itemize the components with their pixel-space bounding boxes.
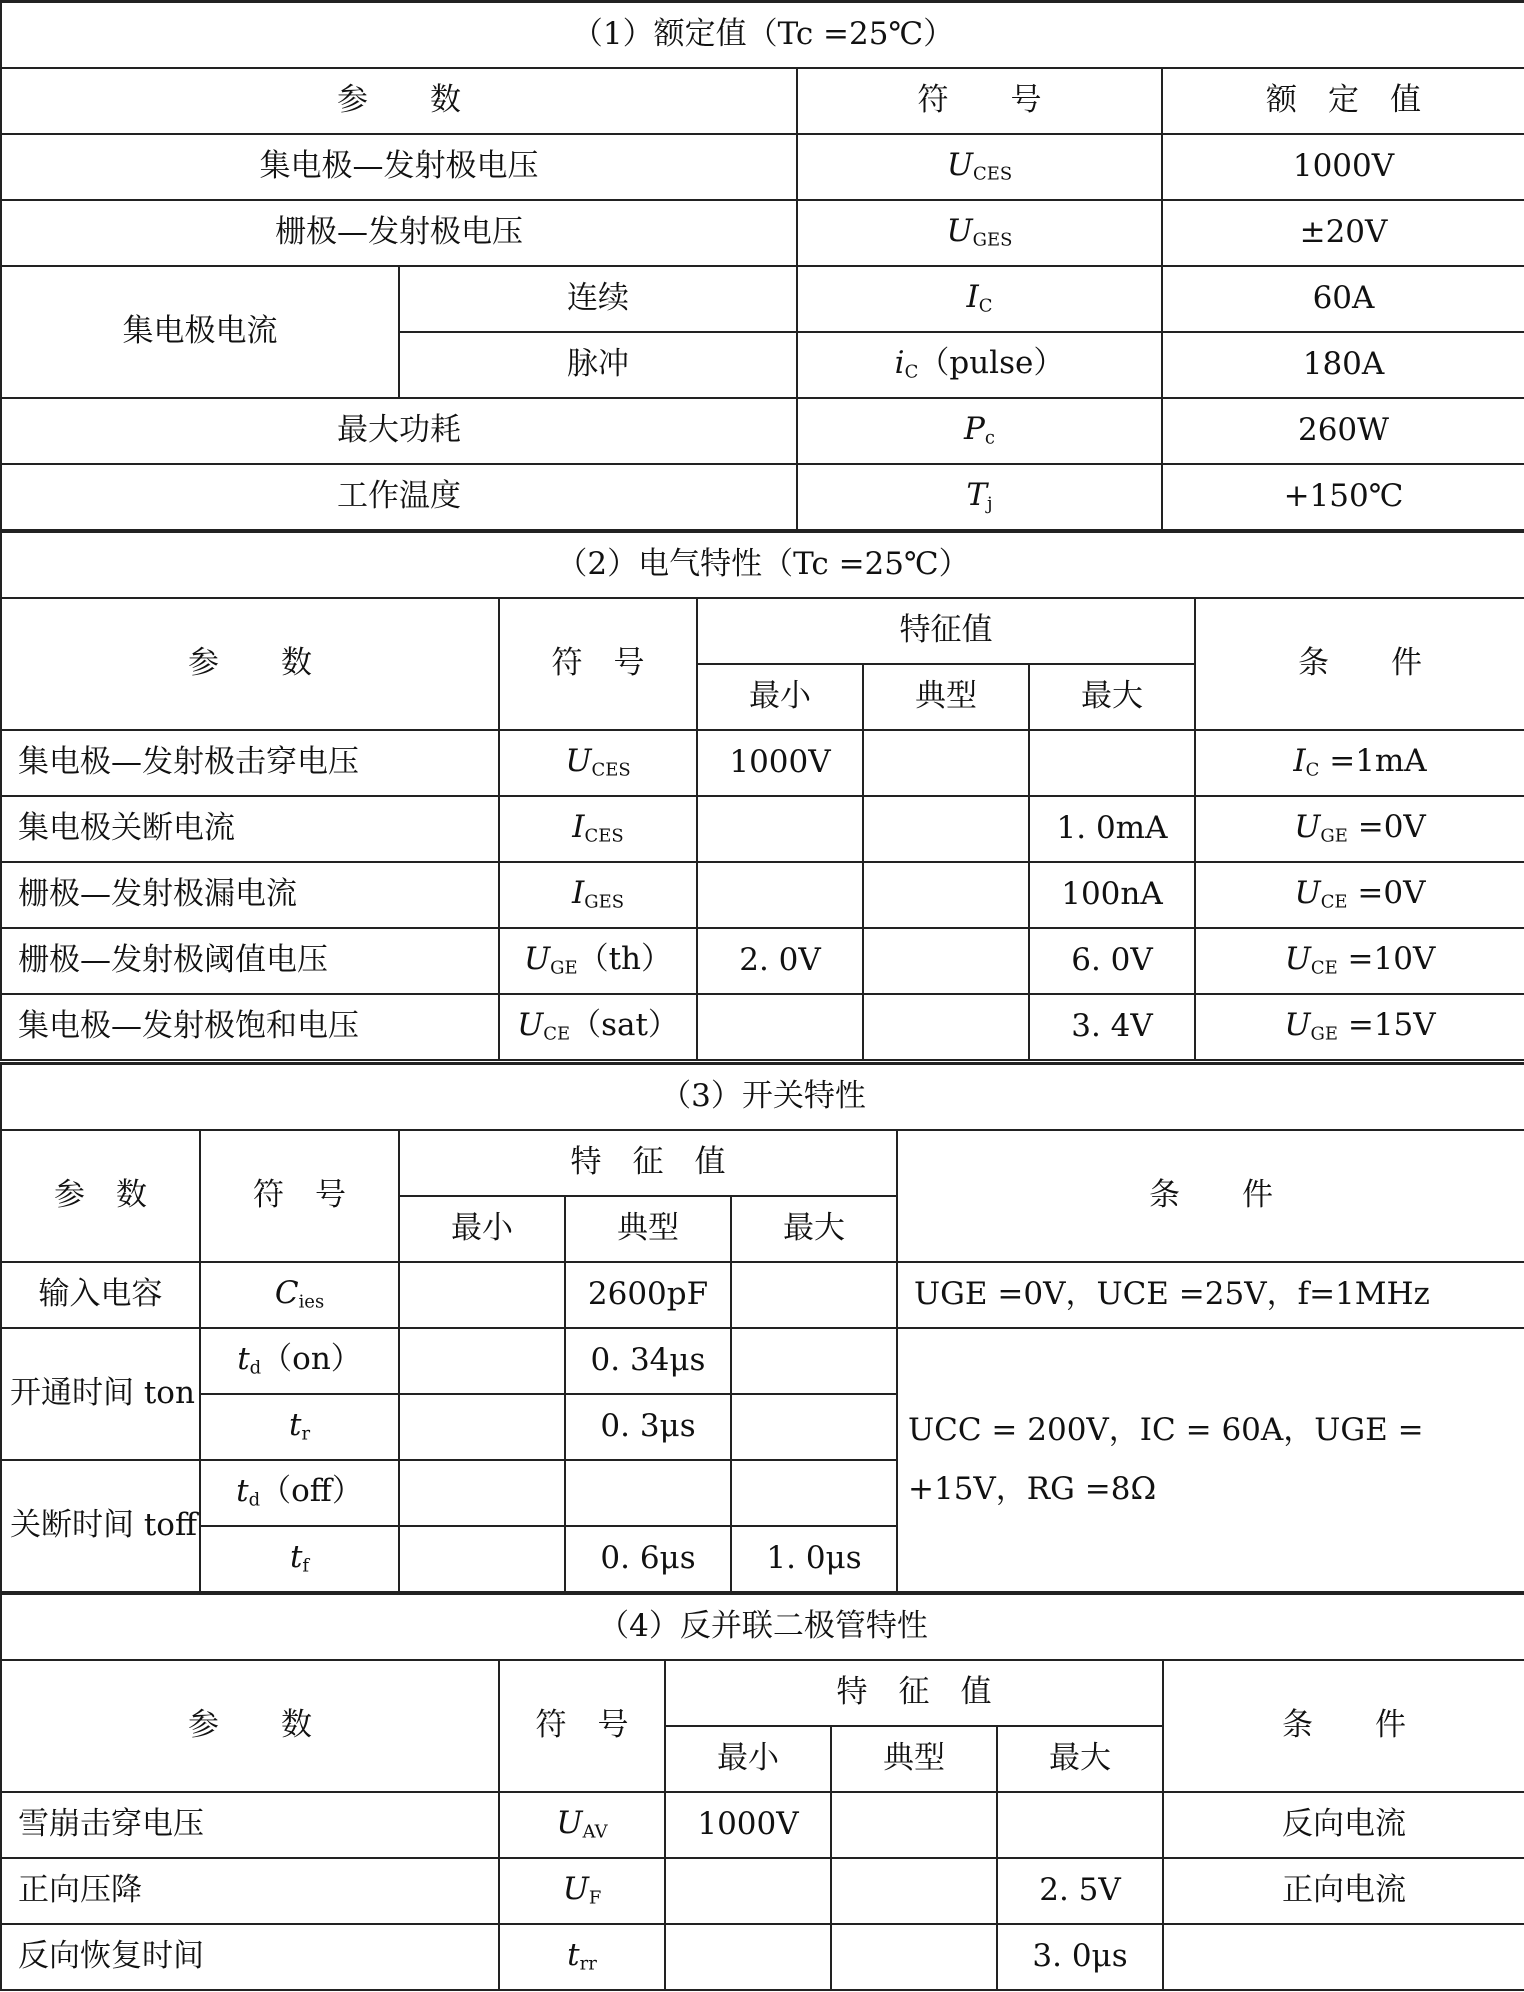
diode-characteristics-table: [0, 1592, 1524, 1991]
table-row: [1, 1924, 1524, 1990]
min-cell: [399, 1526, 565, 1592]
param-cell: 集电极—发射极饱和电压: [1, 994, 499, 1060]
table-row: [1, 134, 1524, 200]
header-max: 最大: [997, 1726, 1163, 1792]
condition-cell: [1163, 1924, 1524, 1990]
symbol-cell: $U_{GE}(th)$: [499, 928, 697, 994]
table-row: [1, 200, 1524, 266]
header-param: 参 数: [1, 1660, 499, 1792]
symbol-cell: $U_{CES}$: [499, 730, 697, 796]
header-symbol: 符 号: [499, 1660, 665, 1792]
condition-cell: $I_C =1mA$: [1195, 730, 1524, 796]
param-cell: 栅极—发射极漏电流: [1, 862, 499, 928]
header-max: 最大: [731, 1196, 897, 1262]
typ-cell: 0. 34μs: [565, 1328, 731, 1394]
min-cell: [665, 1924, 831, 1990]
typ-cell: 0. 6μs: [565, 1526, 731, 1592]
min-cell: [697, 862, 863, 928]
value-cell: 1000V: [1162, 134, 1524, 200]
typ-cell: 2600pF: [565, 1262, 731, 1328]
max-cell: [731, 1460, 897, 1526]
symbol-cell: $t_r$: [200, 1394, 399, 1460]
max-cell: 3. 4V: [1029, 994, 1195, 1060]
min-cell: [399, 1394, 565, 1460]
symbol-cell: $t_f$: [200, 1526, 399, 1592]
symbol-cell: $U_F$: [499, 1858, 665, 1924]
condition-cell: 正向电流: [1163, 1858, 1524, 1924]
table-row: [1, 796, 1524, 862]
symbol-cell: $P_c$: [797, 398, 1162, 464]
min-cell: [399, 1262, 565, 1328]
turn-off-label: 关断时间 toff: [1, 1460, 200, 1592]
symbol-cell: $U_{CE}(sat)$: [499, 994, 697, 1060]
header-condition: 条 件: [1163, 1660, 1524, 1792]
header-param: 参 数: [1, 1130, 200, 1262]
max-cell: 2. 5V: [997, 1858, 1163, 1924]
symbol-cell: $I_{GES}$: [499, 862, 697, 928]
typ-cell: [863, 730, 1029, 796]
table-row: [1, 1262, 1524, 1328]
symbol-cell: $t_d(on)$: [200, 1328, 399, 1394]
table-row: [1, 994, 1524, 1060]
table-row: [1, 398, 1524, 464]
min-cell: 1000V: [665, 1792, 831, 1858]
param-cell: 集电极—发射极击穿电压: [1, 730, 499, 796]
section-caption: （3）开关特性: [1, 1064, 1524, 1131]
typ-cell: [831, 1858, 997, 1924]
typ-cell: [863, 994, 1029, 1060]
header-typ: 典型: [831, 1726, 997, 1792]
condition-cell: $U_{GE} =0V$: [1195, 796, 1524, 862]
typ-cell: [863, 862, 1029, 928]
max-cell: [731, 1328, 897, 1394]
header-min: 最小: [399, 1196, 565, 1262]
table-row: [1, 1328, 1524, 1394]
typ-cell: 0. 3μs: [565, 1394, 731, 1460]
min-cell: 2. 0V: [697, 928, 863, 994]
electrical-characteristics-table: [0, 530, 1524, 1061]
min-cell: [665, 1858, 831, 1924]
header-param: 参 数: [1, 68, 797, 134]
max-cell: [1029, 730, 1195, 796]
max-cell: 3. 0μs: [997, 1924, 1163, 1990]
table-row: [1, 464, 1524, 530]
header-condition: 条 件: [897, 1130, 1524, 1262]
condition-cell: $U_{GE} =15V$: [1195, 994, 1524, 1060]
table-row: [1, 862, 1524, 928]
param-cell: 脉冲: [399, 332, 797, 398]
header-symbol: 符 号: [200, 1130, 399, 1262]
header-symbol: 符 号: [499, 598, 697, 730]
param-cell: 栅极—发射极电压: [1, 200, 797, 266]
typ-cell: [863, 796, 1029, 862]
table-row: [1, 266, 1524, 332]
max-cell: [731, 1262, 897, 1328]
max-cell: 100nA: [1029, 862, 1195, 928]
header-max: 最大: [1029, 664, 1195, 730]
min-cell: [399, 1328, 565, 1394]
header-value: 额 定 值: [1162, 68, 1524, 134]
symbol-cell: $U_{GES}$: [797, 200, 1162, 266]
header-characteristic: 特 征 值: [399, 1130, 897, 1196]
section-caption: （2）电气特性（Tc =25℃）: [1, 532, 1524, 599]
max-cell: [997, 1792, 1163, 1858]
value-cell: 180A: [1162, 332, 1524, 398]
table-row: [1, 928, 1524, 994]
table-row: [1, 1858, 1524, 1924]
value-cell: +150℃: [1162, 464, 1524, 530]
param-cell: 反向恢复时间: [1, 1924, 499, 1990]
section-caption: （1）额定值（Tc =25℃）: [1, 2, 1524, 69]
param-cell: 雪崩击穿电压: [1, 1792, 499, 1858]
switching-characteristics-table: [0, 1062, 1524, 1593]
param-cell: 工作温度: [1, 464, 797, 530]
symbol-cell: $i_C(pulse)$: [797, 332, 1162, 398]
header-min: 最小: [697, 664, 863, 730]
symbol-cell: $C_{ies}$: [200, 1262, 399, 1328]
value-cell: 60A: [1162, 266, 1524, 332]
header-typ: 典型: [565, 1196, 731, 1262]
param-cell: 栅极—发射极阈值电压: [1, 928, 499, 994]
symbol-cell: $U_{AV}$: [499, 1792, 665, 1858]
max-cell: 1. 0μs: [731, 1526, 897, 1592]
typ-cell: [831, 1924, 997, 1990]
header-min: 最小: [665, 1726, 831, 1792]
rated-values-table: [0, 0, 1524, 531]
symbol-cell: $I_{CES}$: [499, 796, 697, 862]
symbol-cell: $t_d(off)$: [200, 1460, 399, 1526]
param-cell: 集电极关断电流: [1, 796, 499, 862]
typ-cell: [831, 1792, 997, 1858]
header-condition: 条 件: [1195, 598, 1524, 730]
switching-condition-cell: UCC = 200V，IC = 60A，UGE = +15V，RG =8Ω: [897, 1328, 1524, 1592]
typ-cell: [863, 928, 1029, 994]
value-cell: ±20V: [1162, 200, 1524, 266]
condition-cell: 反向电流: [1163, 1792, 1524, 1858]
max-cell: 6. 0V: [1029, 928, 1195, 994]
param-cell: 输入电容: [1, 1262, 200, 1328]
condition-cell: $U_{CE} =10V$: [1195, 928, 1524, 994]
header-typ: 典型: [863, 664, 1029, 730]
header-characteristic: 特征值: [697, 598, 1195, 664]
symbol-cell: $T_j$: [797, 464, 1162, 530]
table-row: [1, 1792, 1524, 1858]
table-row: [1, 730, 1524, 796]
header-param: 参 数: [1, 598, 499, 730]
param-cell: 连续: [399, 266, 797, 332]
param-cell: 正向压降: [1, 1858, 499, 1924]
section-caption: （4）反并联二极管特性: [1, 1594, 1524, 1661]
condition-cell: UGE =0V，UCE =25V，f=1MHz: [897, 1262, 1524, 1328]
value-cell: 260W: [1162, 398, 1524, 464]
turn-on-label: 开通时间 ton: [1, 1328, 200, 1460]
symbol-cell: $U_{CES}$: [797, 134, 1162, 200]
max-cell: [731, 1394, 897, 1460]
max-cell: 1. 0mA: [1029, 796, 1195, 862]
condition-cell: $U_{CE} =0V$: [1195, 862, 1524, 928]
min-cell: 1000V: [697, 730, 863, 796]
min-cell: [697, 994, 863, 1060]
symbol-cell: $I_C$: [797, 266, 1162, 332]
min-cell: [399, 1460, 565, 1526]
header-characteristic: 特 征 值: [665, 1660, 1163, 1726]
param-cell: 最大功耗: [1, 398, 797, 464]
header-symbol: 符 号: [797, 68, 1162, 134]
param-cell: 集电极—发射极电压: [1, 134, 797, 200]
min-cell: [697, 796, 863, 862]
typ-cell: [565, 1460, 731, 1526]
symbol-cell: $t_{rr}$: [499, 1924, 665, 1990]
group-cell: 集电极电流: [1, 266, 399, 398]
